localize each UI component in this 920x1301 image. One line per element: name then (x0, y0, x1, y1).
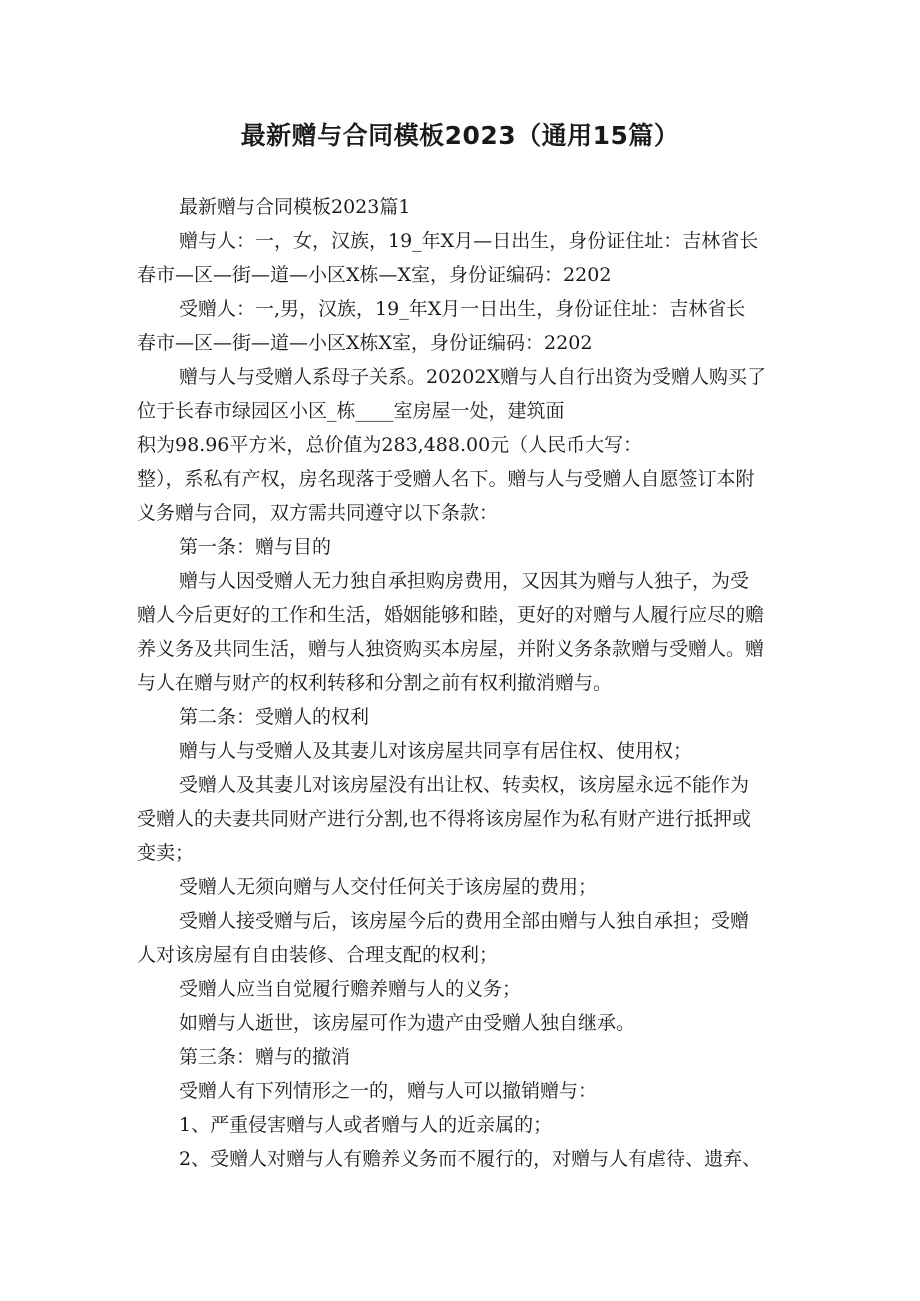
body-line: 最新赠与合同模板2023篇1 (179, 196, 411, 218)
body-line: 位于长春市绿园区小区_栋____室房屋一处，建筑面 (137, 400, 565, 422)
body-line: 春市—区—街—道—小区X栋—X室，身份证编码：2202 (137, 264, 612, 286)
body-line: 赠与人：一，女，汉族，19_年X月—日出生，身份证住址：吉林省长 (179, 230, 759, 252)
body-line: 赠与人与受赠人系母子关系。20202X赠与人自行出资为受赠人购买了 (179, 366, 766, 388)
body-line: 第二条：受赠人的权利 (179, 706, 370, 728)
document-title: 最新赠与合同模板2023（通用15篇） (240, 121, 680, 150)
body-line: 整），系私有产权，房名现落于受赠人名下。赠与人与受赠人自愿签订本附 (137, 468, 755, 490)
body-line: 受赠人无须向赠与人交付任何关于该房屋的费用； (179, 876, 598, 898)
body-line: 第三条：赠与的撤消 (179, 1046, 351, 1068)
body-line: 第一条：赠与目的 (179, 536, 332, 558)
body-line: 赠与人因受赠人无力独自承担购房费用，又因其为赠与人独子，为受 (179, 570, 750, 592)
body-line: 受赠人接受赠与后，该房屋今后的费用全部由赠与人独自承担；受赠 (179, 910, 750, 932)
body-line: 义务赠与合同，双方需共同遵守以下条款： (137, 502, 499, 524)
body-line: 受赠人有下列情形之一的，赠与人可以撤销赠与： (179, 1080, 598, 1102)
body-line: 2、受赠人对赠与人有赡养义务而不履行的，对赠与人有虐待、遗弃、 (179, 1148, 762, 1170)
body-line: 赠人今后更好的工作和生活，婚姻能够和睦，更好的对赠与人履行应尽的赡 (137, 604, 765, 626)
body-line: 受赠人的夫妻共同财产进行分割,也不得将该房屋作为私有财产进行抵押或 (137, 808, 752, 830)
body-line: 人对该房屋有自由装修、合理支配的权利； (137, 944, 499, 966)
body-line: 受赠人应当自觉履行赡养赠与人的义务； (179, 978, 522, 1000)
body-line: 养义务及共同生活，赠与人独资购买本房屋，并附义务条款赠与受赠人。赠 (137, 638, 765, 660)
body-line: 积为98.96平方米，总价值为283,488.00元（人民币大写： (137, 434, 643, 456)
body-line: 1、严重侵害赠与人或者赠与人的近亲属的； (179, 1114, 553, 1136)
body-line: 受赠人：一,男，汉族，19_年X月一日出生，身份证住址：吉林省长 (179, 298, 746, 320)
body-line: 赠与人与受赠人及其妻儿对该房屋共同享有居住权、使用权； (179, 740, 693, 762)
body-line: 如赠与人逝世，该房屋可作为遗产由受赠人独自继承。 (179, 1012, 636, 1034)
body-line: 与人在赠与财产的权利转移和分割之前有权利撤消赠与。 (137, 672, 613, 694)
body-line: 变卖； (137, 842, 195, 864)
body-line: 受赠人及其妻儿对该房屋没有出让权、转卖权，该房屋永远不能作为 (179, 774, 750, 796)
document-body (137, 190, 793, 1176)
body-line: 春市—区—街—道—小区X栋X室，身份证编码：2202 (137, 332, 593, 354)
